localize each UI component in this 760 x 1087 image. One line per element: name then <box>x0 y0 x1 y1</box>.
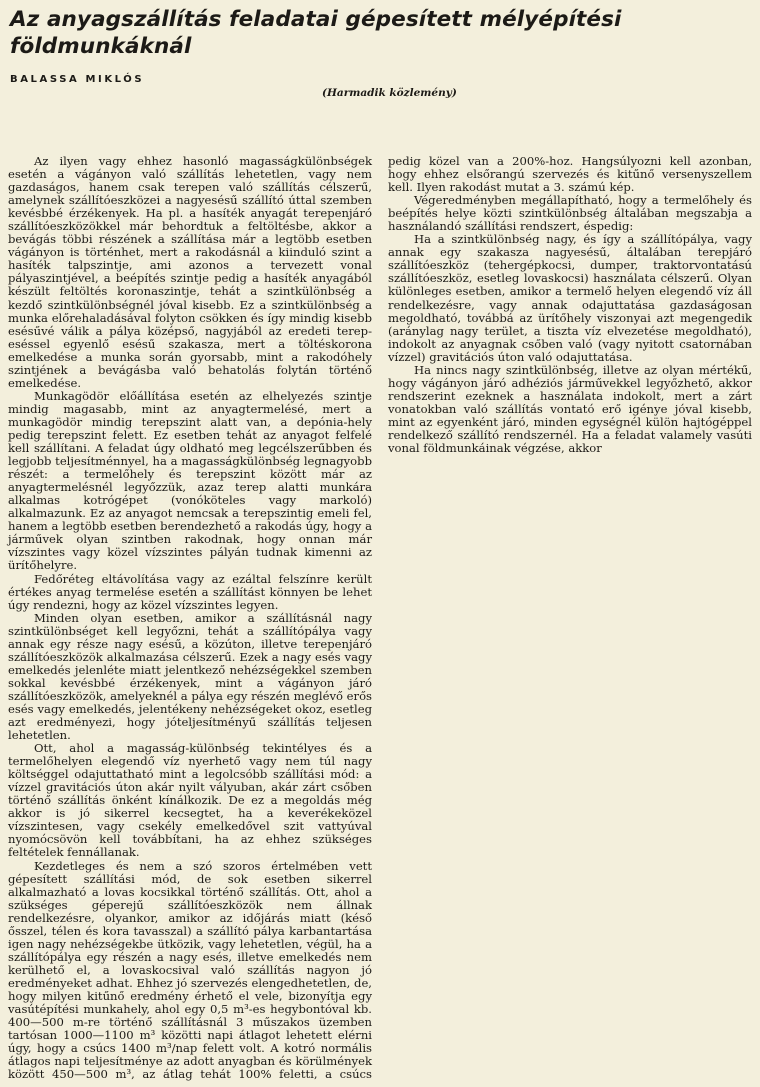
series-note: (Harmadik közlemény) <box>322 87 457 99</box>
article-title: Az anyagszállítás feladatai gépesített mélyépítési földmunkáknál <box>10 7 622 59</box>
paragraph: Végeredményben megállapítható, hogy a termelőhely és beépítés helye közti szintkülönbség általában megszabja a használandó szállítási rendszert, éspedig: <box>388 193 752 234</box>
paragraph: Kezdetleges és nem a szó szoros értelmében vett gépesített szállítási mód, de sok esetben sikerrel alkalmazható a lovas kocsikkal történő szállítás. Ott, ahol a szükséges géperejű szállítóeszközök nem állnak rendelkezésre, olyankor, amikor az időjárás miatt (késő ősszel, télen és kora tavasszal) a szállító pálya karbantartása igen nagy nehézségekbe ütközik, vagy lehetetlen, végül, ha a szállítópálya egy részén a nagy esés, illetve emelkedés nem kerülhető el, a lovaskocsival való szállítás nagyon jó eredményeket adhat. Ehhez jó szervezés elengedhetetlen, de, hogy milyen kitűnő eredmény érhető el vele, bizonyítja egy vasútépítési munkahely, ahol egy 0,5 m³-es hegybontóval kb. 400—500 m-re történő szállításnál 3 műszakos üzemben tartósan 1000—1100 m³ közötti napi átlagot lehetett elérni úgy, hogy a csúcs 1400 m³/nap felett volt. A kotró normális átlagos napi teljesítménye az adott anyagban és körülmények között 450—500 m³, az átlag tehát 100% feletti, a csúcs pedig közel van a 200%-hoz. Hangsúlyozni kell azonban, hogy ehhez elsőrangú szervezés és kitűnő versenyszellem kell. Ilyen rakodást mutat a 3. számú kép. <box>8 154 752 1082</box>
paragraph: Fedőréteg eltávolítása vagy az ezáltal felszínre került értékes anyag termelése esetén a szállítást könnyen be lehet úgy rendezni, hogy az közel vízszintes legyen. <box>8 571 372 612</box>
paragraph: Ha nincs nagy szintkülönbség, illetve az olyan mértékű, hogy vágányon járó adhéziós járművekkel legyőzhető, akkor rendszerint ezeknek a használata indokolt, mert a zárt vonatokban való szállítás vontató erő igénye jóval kisebb, mint az egyenként járó, minden egységnél külön hajtógéppel rendelkező szállító rendszernél. Ha a feladat valamely vasúti vonal földmunkáinak végzése, akkor <box>388 362 752 456</box>
paragraph: Minden olyan esetben, amikor a szállításnál nagy szintkülönbséget kell legyőzni, tehát a szállítópálya vagy annak egy része nagy esésű, a közúton, illetve terepenjáró szállítóeszközök alkalmazása célszerű. Ezek a nagy esés vagy emelkedés jelenléte miatt jelentkező nehézségekkel szemben sokkal kevésbbé érzékenyek, mint a vágányon járó szállítóeszközök, amelyeknél a pálya egy részén meglévő erős esés vagy emelkedés, jelentékeny nehézségeket okoz, esetleg azt eredményezi, hogy jóteljesítményű szállítás teljesen lehetetlen. <box>8 610 372 743</box>
article-author: BALASSA MIKLÓS <box>10 74 145 85</box>
paragraph: Az ilyen vagy ehhez hasonló magasságkülönbségek esetén a vágányon való szállítás lehetetlen, vagy nem gazdaságos, hanem csak terepen való szállítás célszerű, amelynek szállítóeszközei a nagyesésű szállító úttal szemben kevésbbé érzékenyek. Ha pl. a hasíték anyagát terepenjáró szállítóeszközökkel már behordtuk a feltöltésbe, akkor a bevágás többi részének a szállítása már a legtöbb esetben vágányon is történhet, mert a rakodásnál a kiinduló szint a hasíték talpszintje, ami azonos a tervezett vonal pályaszintjével, a beépítés szintje pedig a hasíték anyagából készült feltöltés koronaszintje, tehát a szintkülönbség a kezdő szintkülönbségnél jóval kisebb. Ez a szintkülönbség a munka előrehaladásával folyton csökken és így mindig kisebb esésűvé válik a pálya középső, nagyjából az eredeti terep-eséssel egyenlő esésű szakasza, mert a töltéskorona emelkedése a munka során gyorsabb, mint a rakodóhely szintjének a bevágásba való behatolás folytán történő emelkedése. <box>8 154 372 390</box>
paragraph: Munkagödör előállítása esetén az elhelyezés szintje mindig magasabb, mint az anyagtermelésé, mert a munkagödör mindig terepszint alatt van, a depónia-hely pedig terepszint felett. Ez esetben tehát az anyagot felfelé kell szállítani. A feladat úgy oldható meg legcélszerűbben és legjobb teljesítménnyel, ha a magasságkülönbség legnagyobb részét: a termelőhely és terepszint között már az anyagtermelésnél legyőzzük, azaz terep alatti munkára alkalmas kotrógépet (vonóköteles vagy markoló) alkalmazunk. Ez az anyagot nemcsak a terepszintig emeli fel, hanem a legtöbb esetben berendezhető a rakodás úgy, hogy a járművek olyan szintben rakodnak, hogy onnan már vízszintes vagy közel vízszintes pályán tudnak kimenni az ürítőhelyre. <box>8 388 372 573</box>
paragraph: Ha a szintkülönbség nagy, és így a szállítópálya, vagy annak egy szakasza nagyesésű, általában terepjáró szállítóeszköz (tehergépkocsi, dumper, traktorvontatású szállítóeszköz, esetleg lovaskocsi) használata célszerű. Olyan különleges esetben, amikor a termelő helyen elegendő víz áll rendelkezésre, vagy annak odajuttatása gazdaságosan megoldható, továbbá az ürítőhely viszonyai azt megengedik (aránylag nagy terület, a tiszta víz elvezetése megoldható), indokolt az anyagnak csőben való (vagy nyitott csatornában vízzel) gravitációs úton való odajuttatása. <box>388 232 752 364</box>
body-columns <box>8 155 752 1083</box>
paragraph: Ott, ahol a magasság-különbség tekintélyes és a termelőhelyen elegendő víz nyerhető vagy nem túl nagy költséggel odajuttatható mint a legolcsóbb szállítási mód: a vízzel gravitációs úton akár nyilt vályuban, akár zárt csőben történő szállítás önként kínálkozik. De ez a megoldás még akkor is jó sikerrel kecsegtet, ha a keverékeközel vízszintesen, vagy csekély emelkedővel szit vattyúval nyomócsövön kell továbbítani, ha az ehhez szükséges feltételek fennállanak. <box>8 741 372 860</box>
